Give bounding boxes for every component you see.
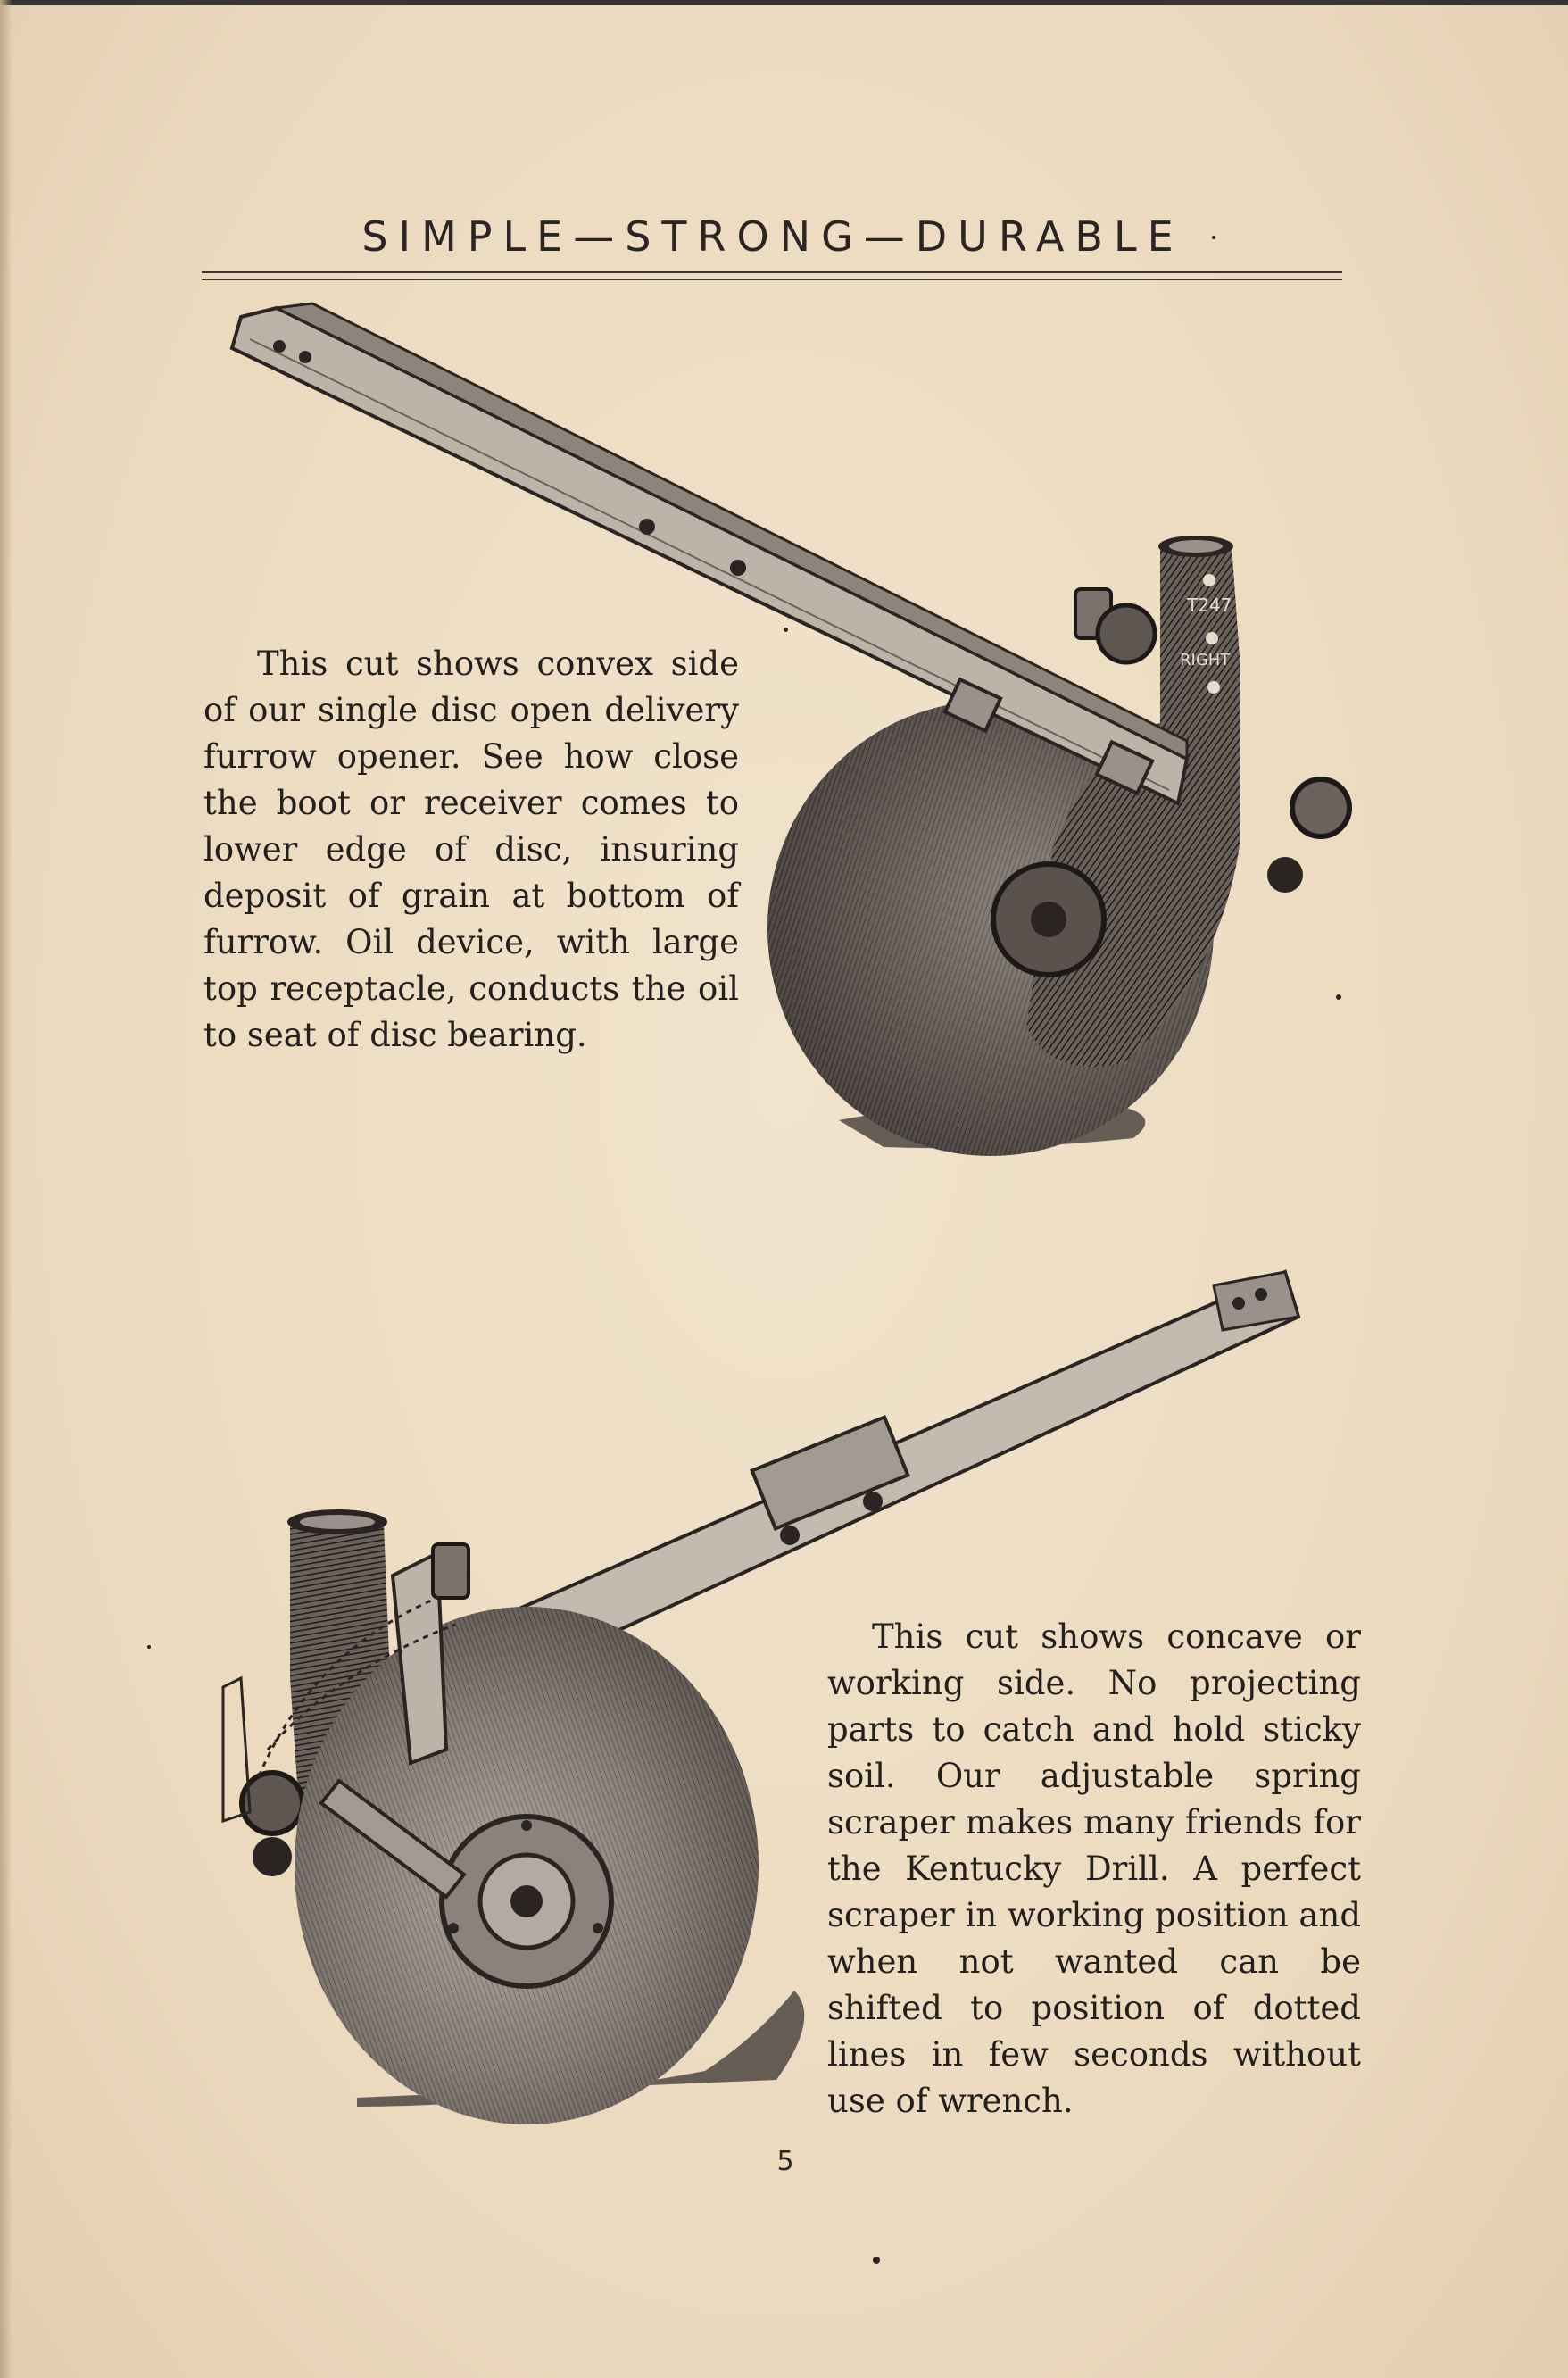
page-number: 5 [776, 2146, 794, 2177]
paper-speck [873, 2257, 880, 2264]
paper-speck [784, 628, 788, 632]
side-stamp: RIGHT [1180, 651, 1231, 669]
caption-convex-side: This cut shows convex side of our single disc open delivery furrow opener. See how close the boot or receiver comes to lower edge of disc, insuring deposit of grain at bottom of furrow. Oil device, with large top receptacle, conducts the oil to seat of disc bearing. [203, 644, 739, 1054]
paper-speck [1212, 236, 1215, 239]
head-rule [202, 271, 1342, 273]
running-head: SIMPLE—STRONG—DURABLE [361, 212, 1184, 261]
part-number-stamp: T247 [1187, 594, 1232, 616]
head-rule-thin [202, 279, 1342, 280]
caption-concave-side: This cut shows concave or working side. No projecting parts to catch and hold sticky soil. Our adjustable spring scraper makes many friends for the Kentucky Drill. A perfect scraper in working position and when not wanted can be shifted to position of dotted lines in few seconds without use of wrench. [827, 1617, 1361, 2120]
paper-speck [147, 1645, 151, 1649]
page-binding-shadow [0, 0, 12, 2378]
page-top-edge [0, 0, 1568, 5]
paper-speck [1336, 994, 1341, 1000]
